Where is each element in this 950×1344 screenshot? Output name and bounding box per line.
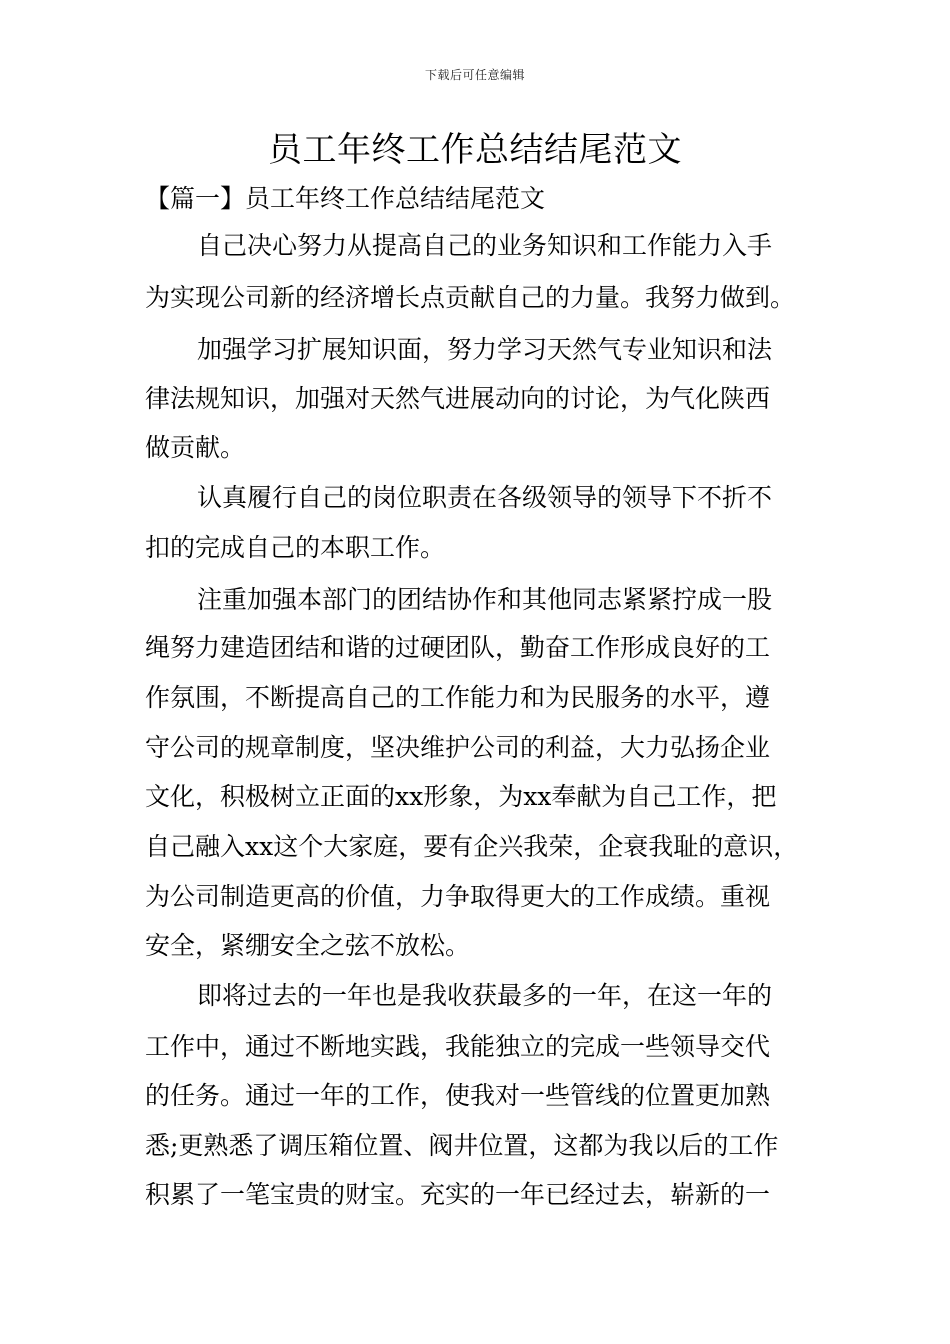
paragraph-line: 即将过去的一年也是我收获最多的一年，在这一年的 — [197, 981, 773, 1010]
paragraph-line: 守公司的规章制度，坚决维护公司的利益，大力弘扬企业 — [145, 733, 771, 762]
paragraph-line: 自己决心努力从提高自己的业务知识和工作能力入手 — [197, 231, 773, 260]
paragraph-line: 悉;更熟悉了调压箱位置、阀井位置，这都为我以后的工作 — [145, 1131, 779, 1160]
paragraph-line: 文化，积极树立正面的xx形象，为xx奉献为自己工作，把 — [145, 782, 777, 811]
paragraph-line: 做贡献。 — [145, 433, 246, 462]
section-heading: 【篇一】员工年终工作总结结尾范文 — [145, 184, 546, 213]
paragraph-line: 为公司制造更高的价值，力争取得更大的工作成绩。重视 — [145, 882, 771, 911]
paragraph-line: 绳努力建造团结和谐的过硬团队，勤奋工作形成良好的工 — [145, 633, 771, 662]
paragraph-line: 为实现公司新的经济增长点贡献自己的力量。我努力做到。 — [145, 283, 796, 312]
document-title: 员工年终工作总结结尾范文 — [268, 130, 682, 170]
paragraph-line: 的任务。通过一年的工作，使我对一些管线的位置更加熟 — [145, 1081, 771, 1110]
paragraph-line: 工作中，通过不断地实践，我能独立的完成一些领导交代 — [145, 1032, 771, 1061]
paragraph-line: 积累了一笔宝贵的财宝。充实的一年已经过去，崭新的一 — [145, 1180, 771, 1209]
paragraph-line: 扣的完成自己的本职工作。 — [145, 533, 446, 562]
paragraph-line: 安全，紧绷安全之弦不放松。 — [145, 931, 471, 960]
paragraph-line: 自己融入xx这个大家庭，要有企兴我荣，企衰我耻的意识， — [145, 832, 799, 861]
header-note: 下载后可任意编辑 — [424, 68, 525, 82]
paragraph-line: 作氛围，不断提高自己的工作能力和为民服务的水平，遵 — [145, 683, 771, 712]
paragraph-line: 加强学习扩展知识面，努力学习天然气专业知识和法 — [197, 335, 773, 364]
paragraph-line: 认真履行自己的岗位职责在各级领导的领导下不折不 — [197, 483, 773, 512]
paragraph-line: 注重加强本部门的团结协作和其他同志紧紧拧成一股 — [197, 585, 773, 614]
paragraph-line: 律法规知识，加强对天然气进展动向的讨论，为气化陕西 — [145, 384, 771, 413]
